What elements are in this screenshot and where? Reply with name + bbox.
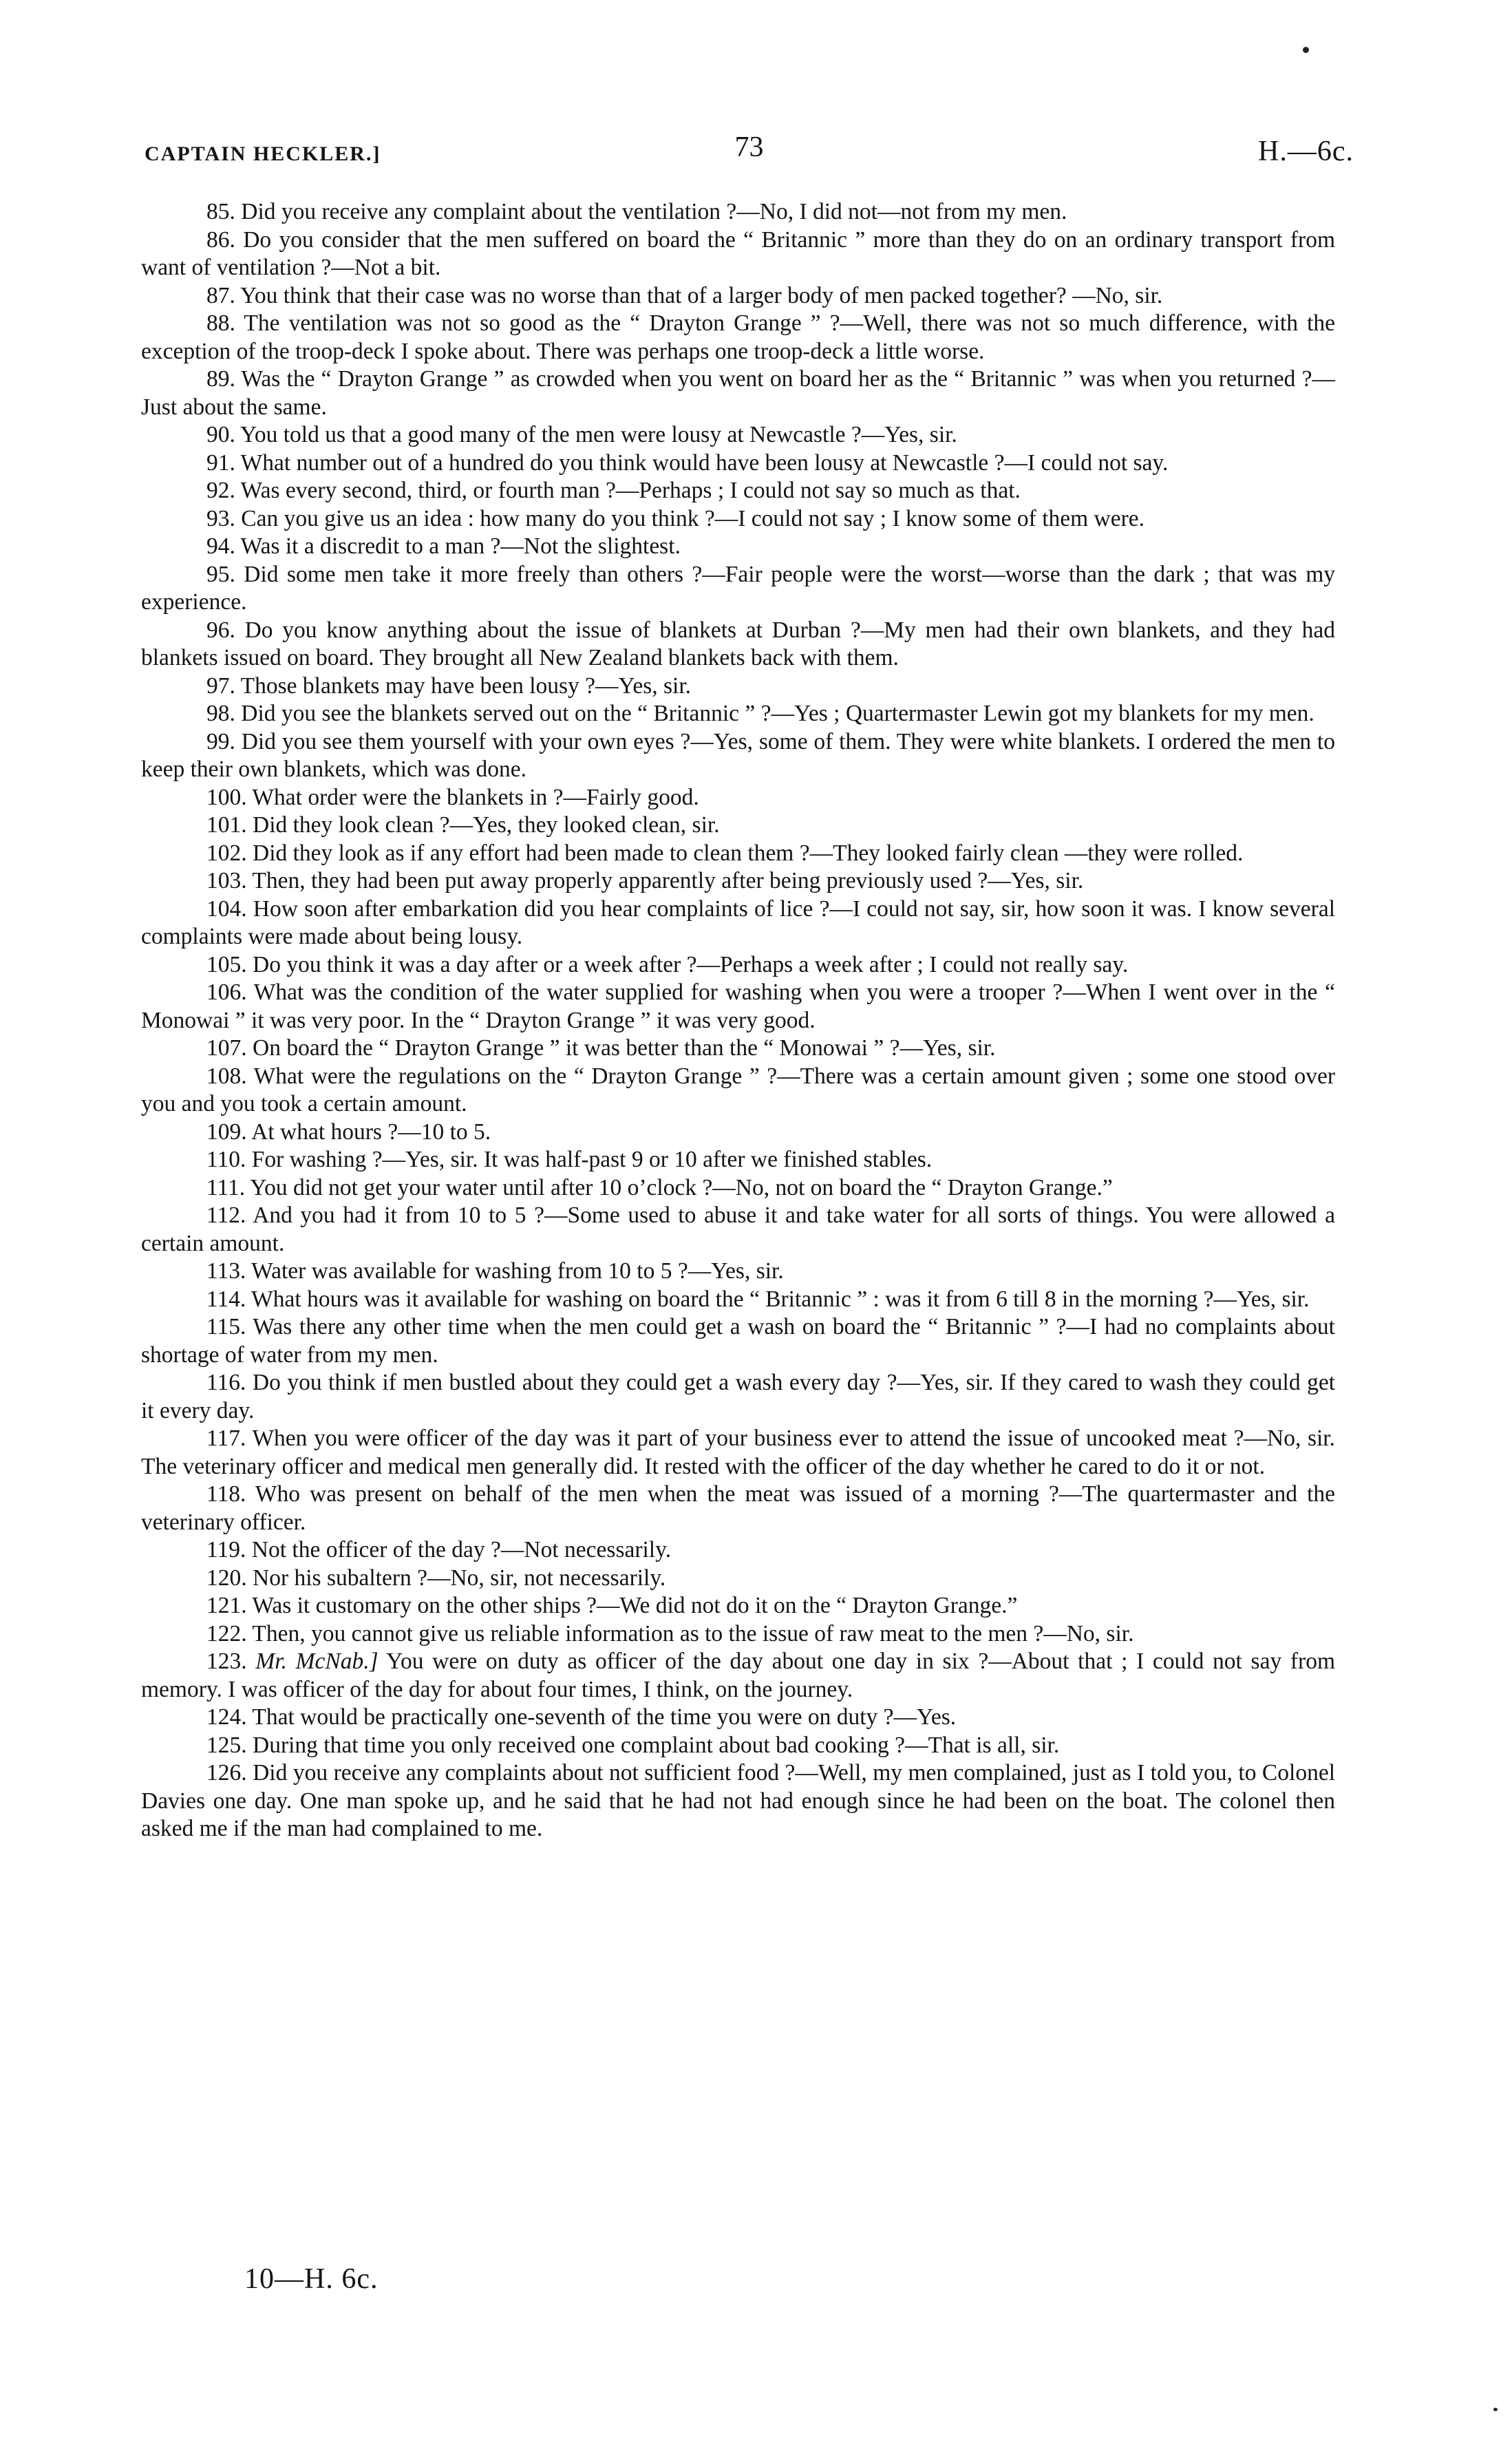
witness-name: CAPTAIN HECKLER.] (145, 142, 381, 165)
question-answer-text: Did you receive any complaint about the ventilation ?—No, I did not—not from my men. (241, 199, 1067, 224)
question-answer-text: Those blankets may have been lousy ?—Yes, sir. (240, 672, 692, 699)
question-answer-text: Water was available for washing from 10 to 5 ?—Yes, sir. (251, 1258, 784, 1284)
question-answer-paragraph (141, 282, 1335, 310)
question-answer-text: That would be practically one-seventh of the time you were on duty ?—Yes. (252, 1704, 957, 1730)
question-answer-text: You were on duty as officer of the day about one day in six ?—About that ; I could not say from memory. I was officer of the day for about four times, I think, on the journey. (141, 1649, 1336, 1702)
document-code: H.—6c. (1258, 136, 1354, 167)
question-number: 85. (206, 199, 235, 224)
question-number: 111. (206, 1174, 246, 1200)
ink-speck (1303, 47, 1309, 53)
question-answer-paragraph (141, 1536, 1335, 1565)
question-answer-paragraph (141, 979, 1335, 1035)
question-answer-paragraph (141, 533, 1335, 561)
question-answer-text: For washing ?—Yes, sir. It was half-past 9 or 10 after we finished stables. (251, 1147, 933, 1172)
question-number: 106. (206, 979, 247, 1005)
question-answer-paragraph (141, 1620, 1335, 1649)
question-answer-text: You did not get your water until after 10 o’clock ?—No, not on board the “ Drayton Grange.” (250, 1174, 1113, 1200)
question-answer-paragraph (141, 1119, 1335, 1147)
question-answer-paragraph (141, 1258, 1335, 1286)
question-answer-paragraph (141, 505, 1335, 533)
question-answer-paragraph (141, 1202, 1335, 1258)
question-number: 112. (206, 1203, 246, 1228)
question-answer-text: Did they look clean ?—Yes, they looked clean, sir. (253, 812, 720, 838)
question-answer-paragraph (141, 1592, 1335, 1620)
question-answer-text: Then, they had been put away properly apparently after being previously used ?—Yes, sir. (252, 868, 1084, 893)
question-answer-text: You think that their case was no worse than that of a larger body of men packed together? —No, sir. (240, 282, 1163, 308)
question-answer-paragraph (141, 840, 1335, 868)
question-number: 119. (206, 1537, 246, 1563)
question-number: 116. (206, 1370, 246, 1395)
question-answer-paragraph (141, 1146, 1335, 1174)
page-header (145, 131, 1354, 176)
question-number: 105. (206, 951, 247, 977)
page-number: 73 (734, 131, 764, 163)
question-answer-text: Did some men take it more freely than others ?—Fair people were the worst—worse than the dark ; that was my experience. (141, 561, 1335, 615)
question-answer-text: What hours was it available for washing on board the “ Britannic ” : was it from 6 till 8 in the morning ?—Yes, sir. (251, 1286, 1310, 1312)
question-number: 91. (206, 449, 235, 476)
question-number: 89. (206, 366, 235, 392)
question-answer-paragraph (141, 1648, 1335, 1704)
signature-mark: 10—H. 6c. (244, 2263, 379, 2295)
question-answer-text: What was the condition of the water supplied for washing when you were a trooper ?—When I went over in the “ Monowai ” it was very poor. In the “ Drayton Grange ” it was very good. (141, 979, 1335, 1033)
question-answer-text: What were the regulations on the “ Drayton Grange ” ?—There was a certain amount given ; some one stood over you and you took a certain amount. (141, 1063, 1335, 1116)
question-number: 120. (206, 1565, 247, 1591)
question-answer-paragraph (141, 951, 1335, 979)
question-answer-paragraph (141, 1369, 1335, 1425)
question-number: 103. (206, 868, 247, 893)
question-number: 102. (206, 840, 247, 866)
ink-speck (1493, 2408, 1498, 2411)
question-number: 126. (206, 1760, 247, 1786)
question-answer-text: Do you think if men bustled about they could get a wash every day ?—Yes, sir. If they cared to wash they could get it every day. (141, 1370, 1336, 1423)
question-answer-paragraph (141, 477, 1335, 505)
question-number: 110. (206, 1147, 246, 1172)
question-answer-paragraph (141, 561, 1335, 617)
question-number: 108. (206, 1063, 247, 1089)
question-answer-paragraph (141, 1035, 1335, 1063)
question-number: 101. (206, 812, 247, 838)
question-number: 93. (206, 505, 235, 531)
question-answer-text: Was every second, third, or fourth man ?—Perhaps ; I could not say so much as that. (240, 478, 1021, 503)
question-number: 97. (206, 672, 235, 699)
question-answer-text: Did you receive any complaints about not sufficient food ?—Well, my men complained, just as I told you, to Colonel Davies one day. One man spoke up, and he said that he had not had enough since he had been on the boat. The colonel then asked me if the man had complained to me. (141, 1760, 1335, 1841)
question-answer-text: Did you see the blankets served out on the “ Britannic ” ?—Yes ; Quartermaster Lewin got my blankets for my men. (241, 701, 1314, 726)
question-answer-paragraph (141, 1174, 1335, 1203)
question-answer-text: During that time you only received one complaint about bad cooking ?—That is all, sir. (253, 1732, 1060, 1758)
question-answer-paragraph (141, 1565, 1335, 1593)
question-answer-text: When you were officer of the day was it part of your business ever to attend the issue of uncooked meat ?—No, sir. The veterinary officer and medical men generally did. It rested with the officer of the day whether he cared to do it or not. (141, 1426, 1335, 1479)
question-answer-text: Who was present on behalf of the men when the meat was issued of a morning ?—The quartermaster and the veterinary officer. (141, 1481, 1336, 1535)
question-answer-text: You told us that a good many of the men were lousy at Newcastle ?—Yes, sir. (240, 422, 957, 447)
question-number: 124. (206, 1704, 247, 1730)
speaker-label: Mr. McNab.] (255, 1649, 379, 1674)
question-answer-paragraph (141, 1481, 1335, 1536)
question-number: 118. (206, 1481, 246, 1507)
question-number: 123. (206, 1649, 247, 1674)
question-answer-text: Was it customary on the other ships ?—We did not do it on the “ Drayton Grange.” (252, 1593, 1018, 1618)
question-answer-text: Was the “ Drayton Grange ” as crowded when you went on board her as the “ Britannic ” was when you returned ?—Just about the same. (141, 366, 1335, 420)
question-answer-paragraph (141, 867, 1335, 896)
question-answer-text: Then, you cannot give us reliable information as to the issue of raw meat to the men ?—No, sir. (252, 1620, 1134, 1646)
question-answer-text: At what hours ?—10 to 5. (251, 1119, 491, 1145)
question-number: 86. (206, 226, 235, 253)
question-answer-paragraph (141, 449, 1335, 478)
question-answer-paragraph (141, 672, 1335, 701)
testimony-body (141, 198, 1335, 1843)
question-answer-paragraph (141, 700, 1335, 728)
question-number: 99. (206, 728, 235, 754)
question-answer-paragraph (141, 226, 1335, 282)
question-number: 122. (206, 1620, 247, 1646)
question-answer-text: How soon after embarkation did you hear complaints of lice ?—I could not say, sir, how soon it was. I know several complaints were made about being lousy. (141, 896, 1335, 949)
question-number: 117. (206, 1426, 246, 1451)
question-answer-paragraph (141, 366, 1335, 421)
question-number: 95. (206, 561, 235, 587)
question-number: 92. (206, 478, 235, 503)
question-answer-paragraph (141, 617, 1335, 672)
question-answer-text: What number out of a hundred do you think would have been lousy at Newcastle ?—I could not say. (240, 449, 1169, 476)
question-answer-text: Not the officer of the day ?—Not necessarily. (251, 1537, 672, 1563)
question-answer-paragraph (141, 784, 1335, 812)
question-number: 114. (206, 1286, 246, 1312)
question-number: 109. (206, 1119, 247, 1145)
question-number: 96. (206, 617, 235, 643)
question-answer-text: Did they look as if any effort had been made to clean them ?—They looked fairly clean —they were rolled. (253, 840, 1244, 866)
question-answer-text: Nor his subaltern ?—No, sir, not necessarily. (253, 1565, 666, 1591)
question-number: 125. (206, 1732, 247, 1758)
question-answer-paragraph (141, 728, 1335, 784)
question-answer-text: Do you think it was a day after or a week after ?—Perhaps a week after ; I could not really say. (253, 951, 1129, 977)
question-answer-paragraph (141, 812, 1335, 840)
question-number: 107. (206, 1035, 247, 1061)
question-number: 94. (206, 533, 235, 559)
question-number: 90. (206, 422, 235, 447)
question-number: 87. (206, 282, 235, 308)
question-answer-text: Can you give us an idea : how many do you think ?—I could not say ; I know some of them were. (241, 505, 1145, 531)
question-answer-text: Do you consider that the men suffered on board the “ Britannic ” more than they do on an ordinary transport from want of ventilation ?—Not a bit. (141, 226, 1335, 280)
question-number: 98. (206, 701, 235, 726)
question-answer-paragraph (141, 1425, 1335, 1481)
question-number: 100. (206, 784, 247, 810)
question-number: 115. (206, 1314, 246, 1339)
question-answer-paragraph (141, 1704, 1335, 1732)
question-number: 88. (206, 310, 235, 336)
question-answer-paragraph (141, 1286, 1335, 1314)
question-answer-text: Was it a discredit to a man ?—Not the slightest. (240, 533, 681, 559)
question-answer-paragraph (141, 1759, 1335, 1843)
question-answer-paragraph (141, 1732, 1335, 1760)
question-answer-paragraph (141, 1313, 1335, 1369)
question-answer-text: The ventilation was not so good as the “ Drayton Grange ” ?—Well, there was not so much difference, with the exception of the troop-deck I spoke about. There was perhaps one troop-deck a little worse. (141, 310, 1335, 364)
question-answer-paragraph (141, 896, 1335, 951)
question-number: 113. (206, 1258, 246, 1284)
question-answer-text: Did you see them yourself with your own eyes ?—Yes, some of them. They were white blankets. I ordered the men to keep their own blankets, which was done. (141, 728, 1335, 782)
question-number: 104. (206, 896, 247, 922)
question-number: 121. (206, 1593, 247, 1618)
question-answer-paragraph (141, 421, 1335, 449)
question-answer-text: Was there any other time when the men could get a wash on board the “ Britannic ” ?—I had no complaints about shortage of water from my men. (141, 1314, 1335, 1368)
question-answer-text: What order were the blankets in ?—Fairly good. (252, 784, 699, 810)
question-answer-text: Do you know anything about the issue of blankets at Durban ?—My men had their own blankets, and they had blankets issued on board. They brought all New Zealand blankets back with them. (141, 617, 1336, 670)
question-answer-paragraph (141, 310, 1335, 366)
question-answer-paragraph (141, 198, 1335, 226)
question-answer-text: On board the “ Drayton Grange ” it was better than the “ Monowai ” ?—Yes, sir. (253, 1035, 996, 1061)
question-answer-paragraph (141, 1063, 1335, 1119)
question-answer-text: And you had it from 10 to 5 ?—Some used to abuse it and take water for all sorts of things. You were allowed a certain amount. (141, 1203, 1335, 1256)
